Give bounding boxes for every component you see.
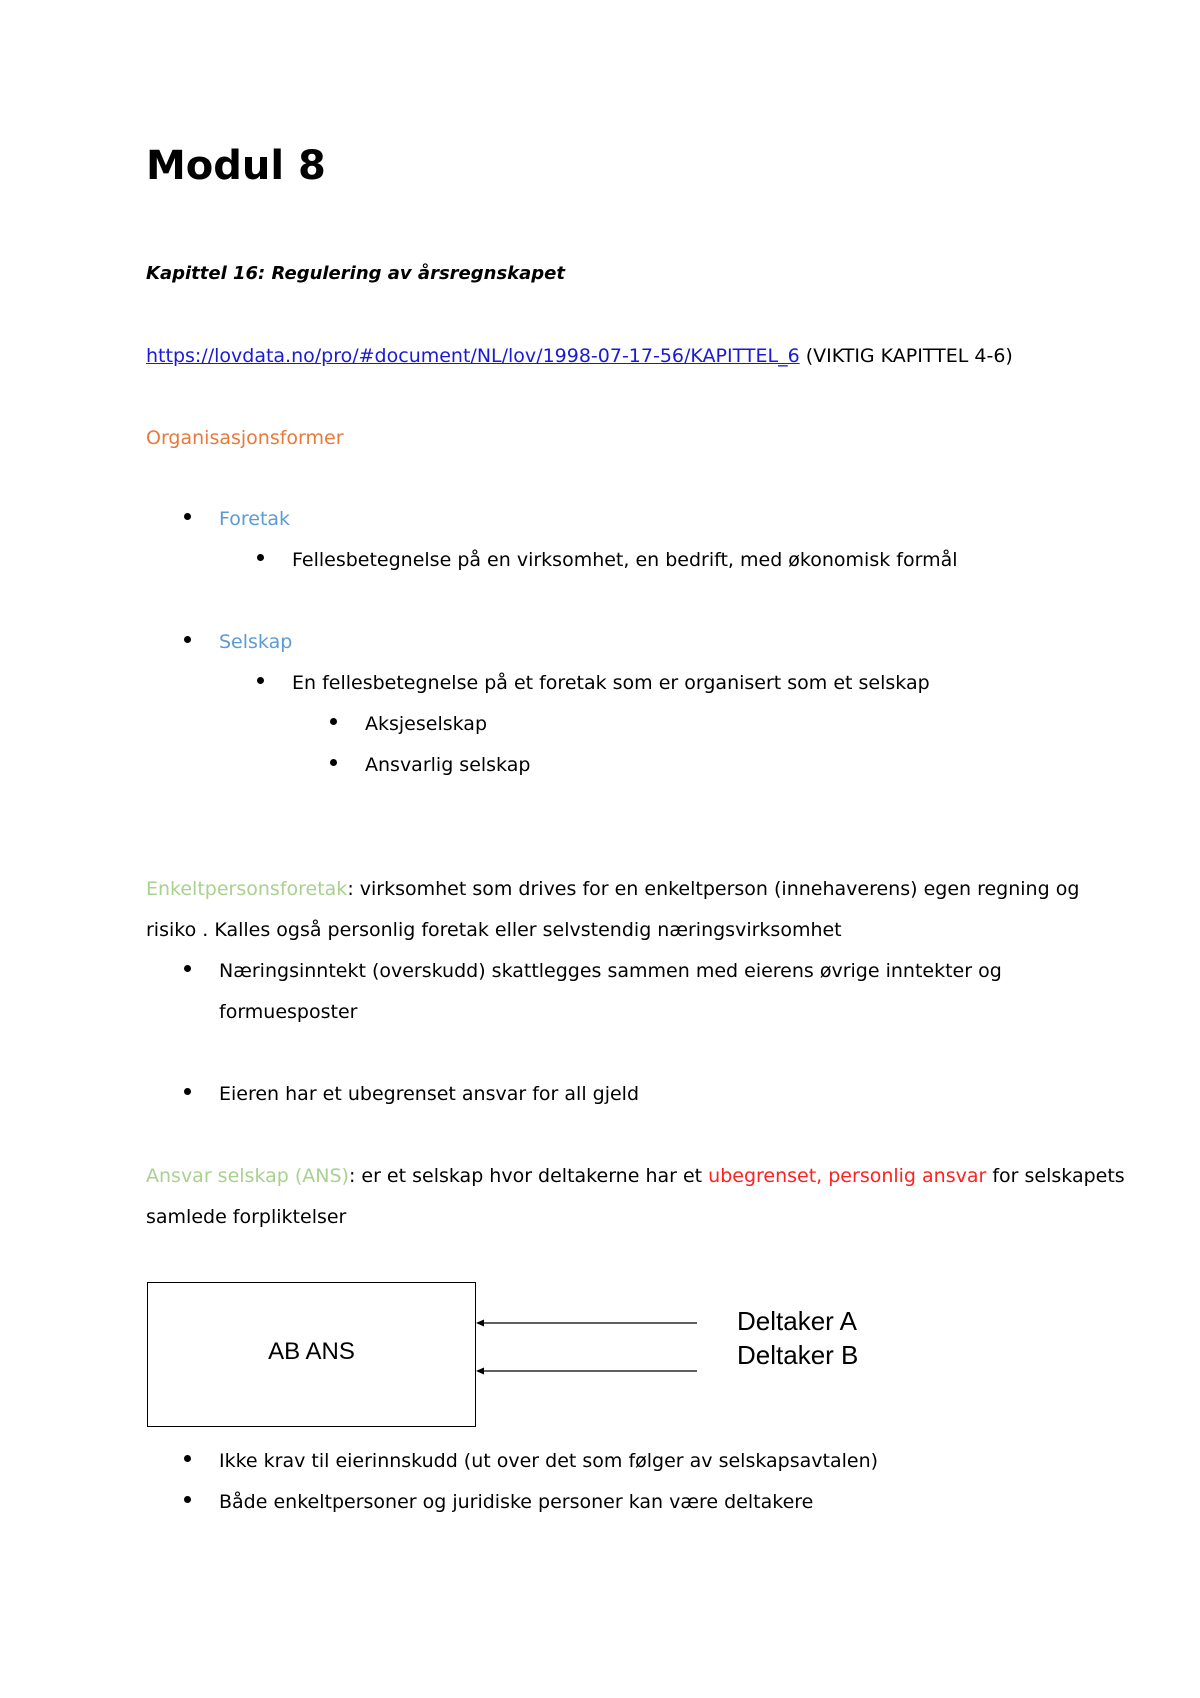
foretak-definition: Fellesbetegnelse på en virksomhet, en bedrift, med økonomisk formål <box>292 549 958 571</box>
ans-emphasis: ubegrenset, personlig ansvar <box>708 1165 987 1187</box>
enkeltperson-term: Enkeltpersonsforetak <box>146 878 348 900</box>
selskap-type-item: Aksjeselskap <box>365 713 488 735</box>
arrow-deltaker-b <box>476 1368 697 1375</box>
section-heading-organisasjonsformer: Organisasjonsformer <box>146 427 344 449</box>
enkeltperson-def-text: : virksomhet som drives for en enkeltperson (innehaverens) egen regning og <box>347 878 1080 900</box>
arrow-deltaker-a <box>476 1320 697 1327</box>
page-title: Modul 8 <box>146 143 326 189</box>
ans-def-text-b: for selskapets <box>986 1165 1125 1187</box>
ans-def-text-a: : er et selskap hvor deltakerne har et <box>348 1165 709 1187</box>
enkeltperson-bullet1-line2: formuesposter <box>219 1001 358 1023</box>
selskap-label: Selskap <box>219 631 293 653</box>
chapter-heading: Kapittel 16: Regulering av årsregnskapet <box>146 263 565 284</box>
ans-definition-line2: samlede forpliktelser <box>146 1206 347 1228</box>
enkeltperson-bullet1-line1: Næringsinntekt (overskudd) skattlegges sammen med eierens øvrige inntekter og <box>219 960 1002 982</box>
selskap-definition: En fellesbetegnelse på et foretak som er organisert som et selskap <box>292 672 930 694</box>
ans-bullet: Ikke krav til eierinnskudd (ut over det som følger av selskapsavtalen) <box>219 1450 879 1472</box>
link-note: (VIKTIG KAPITTEL 4-6) <box>799 345 1013 367</box>
enkeltperson-definition-line2: risiko . Kalles også personlig foretak eller selvstendig næringsvirksomhet <box>146 919 842 941</box>
lovdata-link[interactable]: https://lovdata.no/pro/#document/NL/lov/1998-07-17-56/KAPITTEL_6 <box>146 345 800 367</box>
company-box-label: AB ANS <box>268 1338 355 1365</box>
selskap-type-item: Ansvarlig selskap <box>365 754 531 776</box>
ans-bullet: Både enkeltpersoner og juridiske personer kan være deltakere <box>219 1491 814 1513</box>
participant-label: Deltaker A <box>737 1306 857 1336</box>
ans-term: Ansvar selskap (ANS) <box>146 1165 349 1187</box>
enkeltperson-bullet2: Eieren har et ubegrenset ansvar for all gjeld <box>219 1083 640 1105</box>
participant-label: Deltaker B <box>737 1340 859 1370</box>
foretak-label: Foretak <box>219 508 291 530</box>
bullet-icon <box>184 1455 191 1462</box>
bullet-icon <box>184 1496 191 1503</box>
